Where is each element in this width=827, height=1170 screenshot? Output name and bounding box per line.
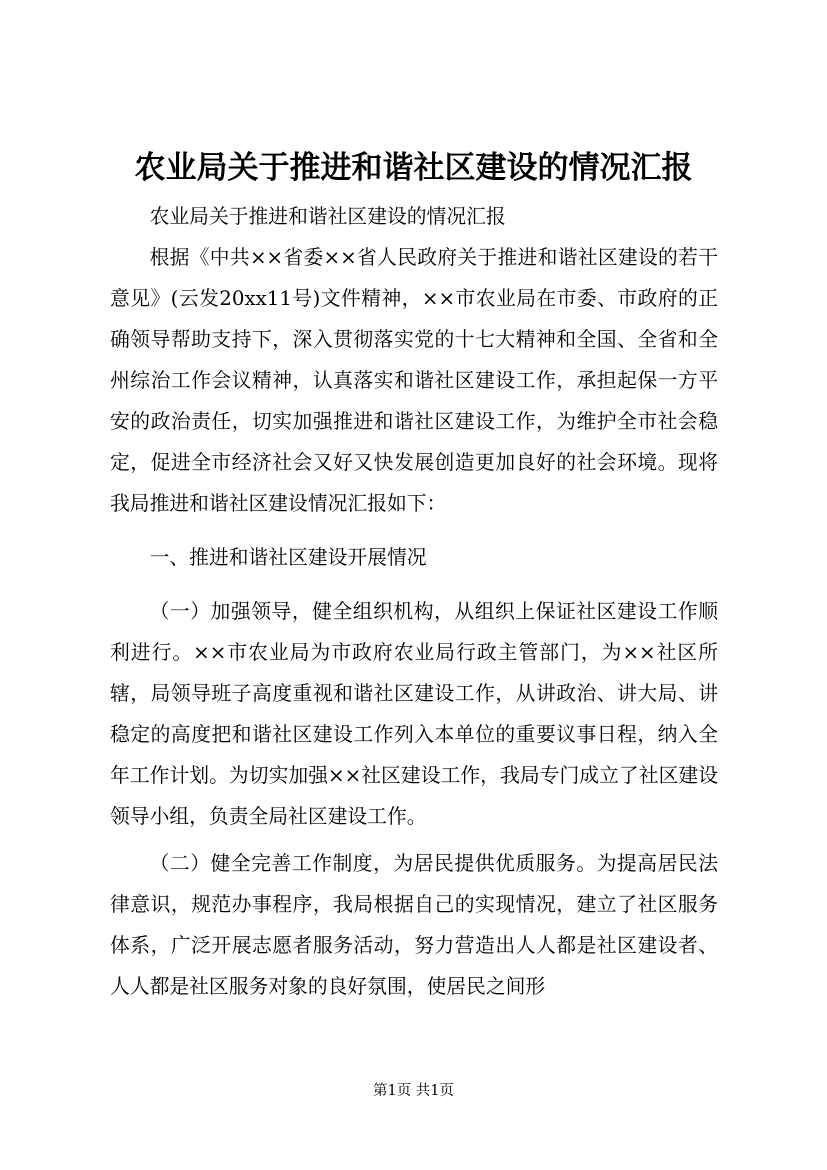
paragraph-intro: 根据《中共××省委××省人民政府关于推进和谐社区建设的若干意见》(云发20xx11号)文件精神，××市农业局在市委、市政府的正确领导帮助支持下，深入贯彻落实党的十七大精神和全国、全省和全州综治工作会议精神，认真落实和谐社区建设工作，承担起保一方平安的政治责任，切实加强推进和谐社区建设工作，为维护全市社会稳定，促进全市经济社会又好又快发展创造更加良好的社会环境。现将我局推进和谐社区建设情况汇报如下： xyxy=(110,246,718,515)
document-body xyxy=(110,196,718,1007)
page-number-footer: 第1页 共1页 xyxy=(372,1083,455,1099)
paragraph-subtitle: 农业局关于推进和谐社区建设的情况汇报 xyxy=(149,205,506,228)
document-title: 农业局关于推进和谐社区建设的情况汇报 xyxy=(134,150,693,186)
paragraph-section-1-2: （二）健全完善工作制度，为居民提供优质服务。为提高居民法律意识，规范办事程序，我局根据自己的实现情况，建立了社区服务体系，广泛开展志愿者服务活动，努力营造出人人都是社区建设者、人人都是社区服务对象的良好氛围，使居民之间形 xyxy=(110,852,718,998)
paragraph-section-1-1: （一）加强领导，健全组织机构，从组织上保证社区建设工作顺利进行。××市农业局为市政府农业局行政主管部门，为××社区所辖，局领导班子高度重视和谐社区建设工作，从讲政治、讲大局、讲稳定的高度把和谐社区建设工作列入本单位的重要议事日程，纳入全年工作计划。为切实加强××社区建设工作，我局专门成立了社区建设领导小组，负责全局社区建设工作。 xyxy=(110,600,718,828)
section-heading-1: 一、推进和谐社区建设开展情况 xyxy=(149,546,427,569)
